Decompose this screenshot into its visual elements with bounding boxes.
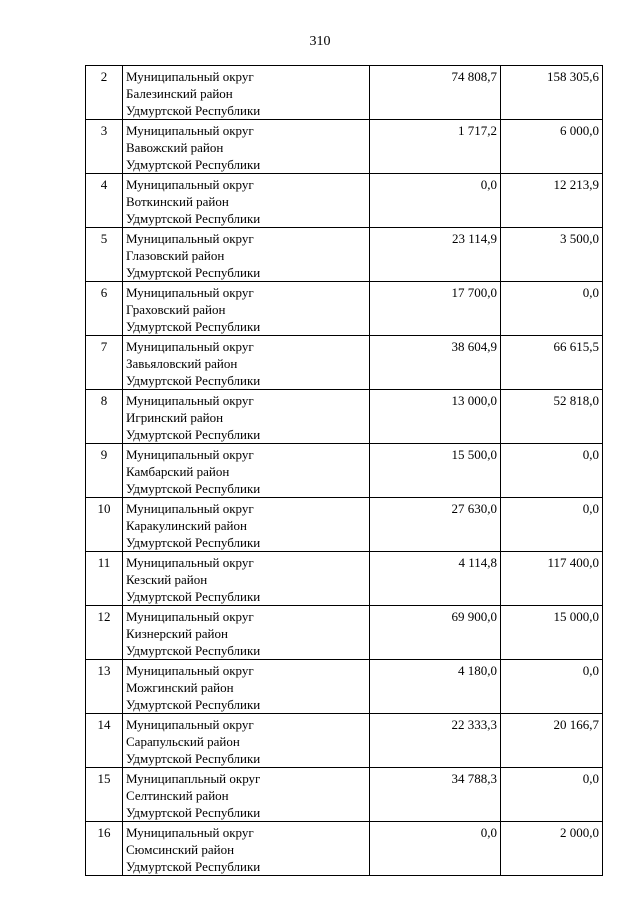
- table-row: [86, 660, 603, 714]
- municipality-name-line2: Завьяловский район: [126, 356, 238, 371]
- municipality-name-cell: [123, 282, 370, 336]
- row-number-cell: 8: [86, 390, 123, 444]
- municipality-name-line1: Муниципальный округ: [126, 123, 254, 138]
- municipality-name-line3: Удмуртской Республики: [126, 535, 261, 550]
- table-row: [86, 120, 603, 174]
- amount-cell-1: 4 114,8: [370, 552, 501, 606]
- municipality-name-line3: Удмуртской Республики: [126, 319, 261, 334]
- municipality-name-line2: Вавожский район: [126, 140, 224, 155]
- municipality-name-line2: Воткинский район: [126, 194, 229, 209]
- page-number: 310: [309, 34, 331, 49]
- row-number-cell: 13: [86, 660, 123, 714]
- municipality-name-line1: Муниципальный округ: [126, 177, 254, 192]
- municipality-name-line3: Удмуртской Республики: [126, 211, 261, 226]
- table-row: [86, 336, 603, 390]
- table-row: [86, 282, 603, 336]
- amount-cell-2: 0,0: [501, 768, 603, 822]
- amount-cell-1: 69 900,0: [370, 606, 501, 660]
- municipality-name-line1: Муниципальный округ: [126, 501, 254, 516]
- amount-cell-1: 1 717,2: [370, 120, 501, 174]
- amount-cell-2: 2 000,0: [501, 822, 603, 876]
- table-row: [86, 228, 603, 282]
- municipality-name-line1: Муниципальный округ: [126, 393, 254, 408]
- municipality-name-cell: [123, 768, 370, 822]
- municipality-name-line2: Селтинский район: [126, 788, 229, 803]
- municipality-name-line3: Удмуртской Республики: [126, 265, 261, 280]
- municipality-name-line3: Удмуртской Республики: [126, 697, 261, 712]
- municipality-name-line1: Муниципальный округ: [126, 285, 254, 300]
- amount-cell-2: 3 500,0: [501, 228, 603, 282]
- amount-cell-2: 158 305,6: [501, 66, 603, 120]
- row-number-cell: 6: [86, 282, 123, 336]
- amount-cell-2: 6 000,0: [501, 120, 603, 174]
- municipality-name-cell: [123, 822, 370, 876]
- row-number-cell: 9: [86, 444, 123, 498]
- municipality-name-line2: Кизнерский район: [126, 626, 228, 641]
- municipality-name-line1: Муниципальный округ: [126, 663, 254, 678]
- table-row: [86, 174, 603, 228]
- municipality-name-line3: Удмуртской Республики: [126, 157, 261, 172]
- municipality-name-line1: Муниципальный округ: [126, 609, 254, 624]
- municipality-name-line1: Муниципальный округ: [126, 69, 254, 84]
- municipality-name-cell: [123, 714, 370, 768]
- municipality-name-line3: Удмуртской Республики: [126, 427, 261, 442]
- amount-cell-1: 13 000,0: [370, 390, 501, 444]
- amount-cell-2: 12 213,9: [501, 174, 603, 228]
- table-row: [86, 66, 603, 120]
- amount-cell-1: 23 114,9: [370, 228, 501, 282]
- amount-cell-1: 0,0: [370, 174, 501, 228]
- municipality-name-line1: Муниципальный округ: [126, 447, 254, 462]
- municipality-name-cell: [123, 66, 370, 120]
- municipality-name-line2: Глазовский район: [126, 248, 225, 263]
- amount-cell-2: 0,0: [501, 282, 603, 336]
- municipality-name-cell: [123, 498, 370, 552]
- table-row: [86, 552, 603, 606]
- table-body: [86, 66, 603, 876]
- table-row: [86, 714, 603, 768]
- amount-cell-1: 4 180,0: [370, 660, 501, 714]
- row-number-cell: 14: [86, 714, 123, 768]
- amount-cell-2: 20 166,7: [501, 714, 603, 768]
- amount-cell-1: 0,0: [370, 822, 501, 876]
- row-number-cell: 11: [86, 552, 123, 606]
- municipality-name-line3: Удмуртской Республики: [126, 589, 261, 604]
- municipality-name-line3: Удмуртской Республики: [126, 643, 261, 658]
- municipality-name-line3: Удмуртской Республики: [126, 481, 261, 496]
- municipality-name-line1: Муниципальный округ: [126, 339, 254, 354]
- municipality-name-cell: [123, 660, 370, 714]
- municipality-name-line3: Удмуртской Республики: [126, 805, 261, 820]
- amount-cell-1: 22 333,3: [370, 714, 501, 768]
- amount-cell-2: 0,0: [501, 444, 603, 498]
- municipality-name-line2: Кезский район: [126, 572, 208, 587]
- municipality-name-line1: Муниципальный округ: [126, 717, 254, 732]
- municipality-name-cell: [123, 228, 370, 282]
- municipality-name-line2: Каракулинский район: [126, 518, 247, 533]
- municipality-name-line2: Можгинский район: [126, 680, 234, 695]
- municipality-name-cell: [123, 336, 370, 390]
- budget-table: [85, 65, 603, 876]
- table-row: [86, 390, 603, 444]
- amount-cell-2: 0,0: [501, 498, 603, 552]
- row-number-cell: 10: [86, 498, 123, 552]
- municipality-name-line2: Сарапульский район: [126, 734, 240, 749]
- municipality-name-line2: Игринский район: [126, 410, 224, 425]
- municipality-name-line3: Удмуртской Республики: [126, 373, 261, 388]
- amount-cell-1: 74 808,7: [370, 66, 501, 120]
- row-number-cell: 12: [86, 606, 123, 660]
- municipality-name-line2: Балезинский район: [126, 86, 233, 101]
- municipality-name-line1: Муниципапльный округ: [126, 771, 261, 786]
- amount-cell-1: 15 500,0: [370, 444, 501, 498]
- municipality-name-line1: Муниципальный округ: [126, 231, 254, 246]
- amount-cell-1: 38 604,9: [370, 336, 501, 390]
- amount-cell-2: 15 000,0: [501, 606, 603, 660]
- row-number-cell: 5: [86, 228, 123, 282]
- municipality-name-line2: Граховский район: [126, 302, 226, 317]
- municipality-name-cell: [123, 552, 370, 606]
- amount-cell-2: 66 615,5: [501, 336, 603, 390]
- amount-cell-2: 0,0: [501, 660, 603, 714]
- table-row: [86, 768, 603, 822]
- row-number-cell: 16: [86, 822, 123, 876]
- amount-cell-1: 17 700,0: [370, 282, 501, 336]
- municipality-name-cell: [123, 390, 370, 444]
- municipality-name-line1: Муниципальный округ: [126, 555, 254, 570]
- row-number-cell: 7: [86, 336, 123, 390]
- municipality-name-line3: Удмуртской Республики: [126, 751, 261, 766]
- municipality-name-line2: Сюмсинский район: [126, 842, 235, 857]
- municipality-name-line3: Удмуртской Республики: [126, 103, 261, 118]
- row-number-cell: 15: [86, 768, 123, 822]
- amount-cell-2: 117 400,0: [501, 552, 603, 606]
- table-row: [86, 606, 603, 660]
- table-row: [86, 444, 603, 498]
- municipality-name-line3: Удмуртской Республики: [126, 859, 261, 874]
- row-number-cell: 4: [86, 174, 123, 228]
- amount-cell-1: 27 630,0: [370, 498, 501, 552]
- municipality-name-cell: [123, 174, 370, 228]
- municipality-name-cell: [123, 120, 370, 174]
- row-number-cell: 3: [86, 120, 123, 174]
- municipality-name-line2: Камбарский район: [126, 464, 230, 479]
- municipality-name-line1: Муниципальный округ: [126, 825, 254, 840]
- table-row: [86, 822, 603, 876]
- municipality-name-cell: [123, 606, 370, 660]
- row-number-cell: 2: [86, 66, 123, 120]
- amount-cell-1: 34 788,3: [370, 768, 501, 822]
- municipality-name-cell: [123, 444, 370, 498]
- amount-cell-2: 52 818,0: [501, 390, 603, 444]
- table-row: [86, 498, 603, 552]
